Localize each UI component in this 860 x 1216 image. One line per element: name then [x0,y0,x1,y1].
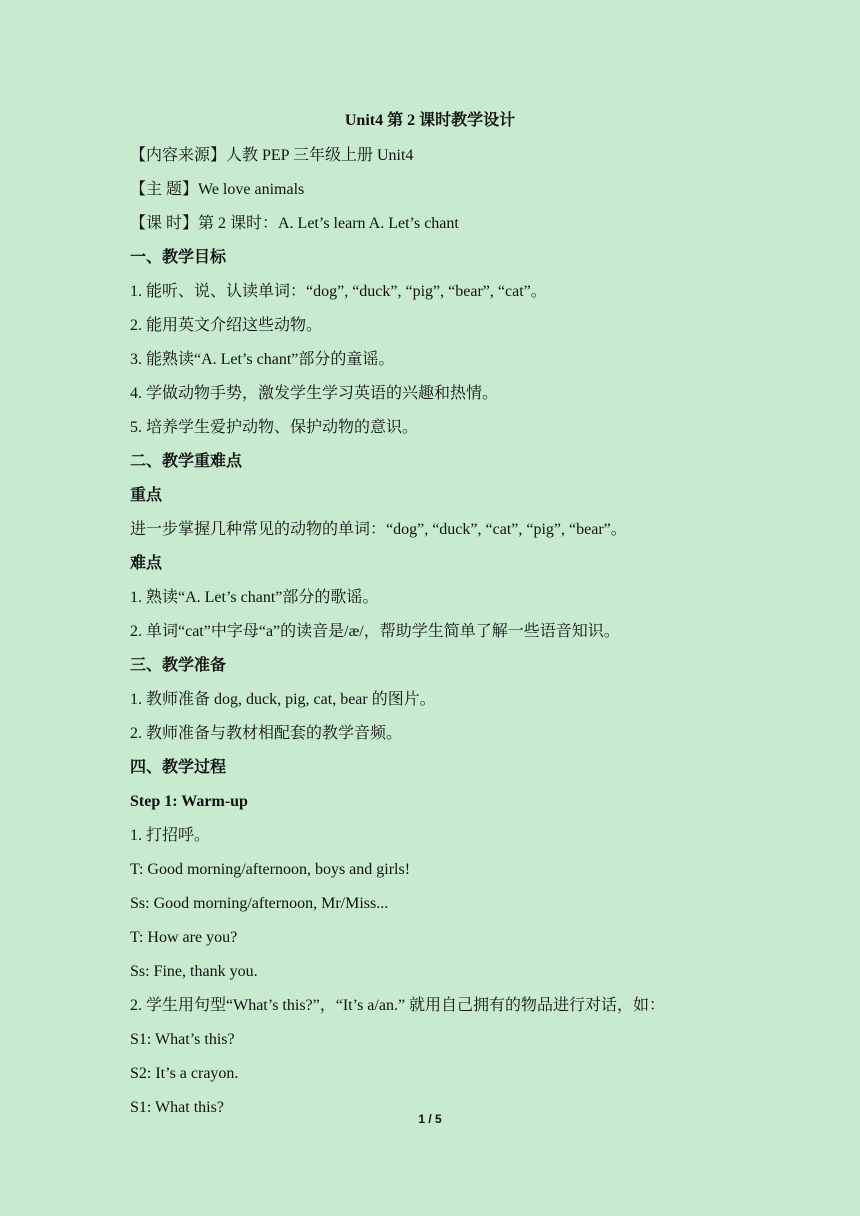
text-line: Ss: Fine, thank you. [130,963,258,980]
text-line: 2. 学生用句型“What’s this?”，“It’s a/an.” 就用自己拥有的物品进行对话，如： [130,997,666,1014]
section-heading: 一、教学目标 [130,249,227,266]
text-line: 2. 能用英文介绍这些动物。 [130,317,323,334]
text-line: 1. 打招呼。 [130,827,211,844]
document-body [130,144,730,1130]
text-line: 4. 学做动物手势，激发学生学习英语的兴趣和热情。 [130,385,499,402]
text-line: S1: What this? [130,1099,224,1116]
text-line: 1. 能听、说、认读单词：“dog”, “duck”, “pig”, “bear”, “cat”。 [130,283,547,300]
section-heading: 难点 [130,555,163,572]
section-heading: 重点 [130,487,163,504]
text-line: Ss: Good morning/afternoon, Mr/Miss... [130,895,389,912]
text-line: 进一步掌握几种常见的动物的单词：“dog”, “duck”, “cat”, “pig”, “bear”。 [130,521,627,538]
text-line: T: How are you? [130,929,238,946]
document-title: Unit4 第 2 课时教学设计 [344,112,516,129]
text-line: 2. 单词“cat”中字母“a”的读音是/æ/，帮助学生简单了解一些语音知识。 [130,623,620,640]
text-line: 1. 教师准备 dog, duck, pig, cat, bear 的图片。 [130,691,436,708]
text-line: 1. 熟读“A. Let’s chant”部分的歌谣。 [130,589,379,606]
text-line: S2: It’s a crayon. [130,1065,239,1082]
section-heading: Step 1: Warm-up [130,793,248,810]
section-heading: 四、教学过程 [130,759,227,776]
text-line: S1: What’s this? [130,1031,235,1048]
text-line: 【内容来源】人教 PEP 三年级上册 Unit4 [130,147,414,164]
section-heading: 二、教学重难点 [130,453,243,470]
page-number: 1 / 5 [418,1112,442,1126]
text-line: 【课 时】第 2 课时：A. Let’s learn A. Let’s chant [130,215,459,232]
text-line: T: Good morning/afternoon, boys and girls! [130,861,411,878]
text-line: 【主 题】We love animals [130,181,305,198]
text-line: 2. 教师准备与教材相配套的教学音频。 [130,725,403,742]
section-heading: 三、教学准备 [130,657,227,674]
text-line: 5. 培养学生爱护动物、保护动物的意识。 [130,419,419,436]
text-line: 3. 能熟读“A. Let’s chant”部分的童谣。 [130,351,395,368]
